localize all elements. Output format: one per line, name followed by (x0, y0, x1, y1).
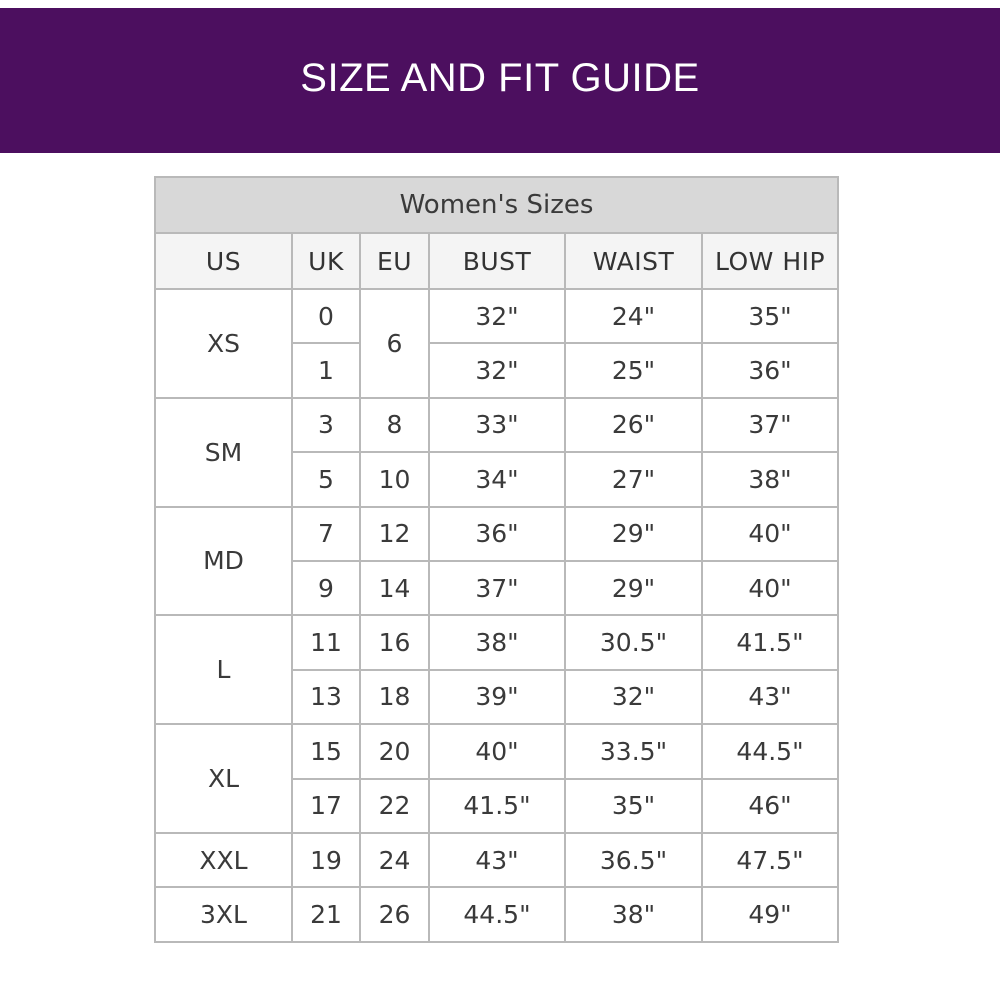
waist-cell: 30.5" (565, 615, 702, 669)
waist-cell: 32" (565, 670, 702, 724)
bust-cell: 32" (429, 343, 565, 397)
eu-size-cell: 18 (360, 670, 429, 724)
uk-size-cell: 7 (292, 507, 360, 561)
uk-size-cell: 5 (292, 452, 360, 506)
page-title: SIZE AND FIT GUIDE (300, 56, 700, 100)
bust-cell: 37" (429, 561, 565, 615)
bust-cell: 39" (429, 670, 565, 724)
bust-cell: 33" (429, 398, 565, 452)
low-hip-cell: 47.5" (702, 833, 838, 887)
low-hip-cell: 36" (702, 343, 838, 397)
bust-cell: 34" (429, 452, 565, 506)
us-size-cell: XS (155, 289, 292, 398)
bust-cell: 36" (429, 507, 565, 561)
uk-size-cell: 3 (292, 398, 360, 452)
eu-size-cell: 26 (360, 887, 429, 941)
table-row (155, 724, 838, 778)
table-row (155, 887, 838, 941)
waist-cell: 26" (565, 398, 702, 452)
column-header-waist: WAIST (565, 233, 702, 289)
low-hip-cell: 40" (702, 561, 838, 615)
eu-size-cell: 8 (360, 398, 429, 452)
us-size-cell: L (155, 615, 292, 724)
waist-cell: 35" (565, 779, 702, 833)
table-caption: Women's Sizes (155, 177, 838, 233)
uk-size-cell: 13 (292, 670, 360, 724)
table-row (155, 289, 838, 343)
waist-cell: 33.5" (565, 724, 702, 778)
column-header-us: US (155, 233, 292, 289)
eu-size-cell: 12 (360, 507, 429, 561)
eu-size-cell: 10 (360, 452, 429, 506)
low-hip-cell: 43" (702, 670, 838, 724)
size-chart-table (154, 176, 839, 943)
column-header-eu: EU (360, 233, 429, 289)
eu-size-cell: 14 (360, 561, 429, 615)
waist-cell: 38" (565, 887, 702, 941)
table-header-row (155, 233, 838, 289)
column-header-bust: BUST (429, 233, 565, 289)
eu-size-cell: 24 (360, 833, 429, 887)
uk-size-cell: 17 (292, 779, 360, 833)
bust-cell: 38" (429, 615, 565, 669)
waist-cell: 29" (565, 507, 702, 561)
eu-size-cell: 16 (360, 615, 429, 669)
waist-cell: 25" (565, 343, 702, 397)
eu-size-cell: 6 (360, 289, 429, 398)
bust-cell: 43" (429, 833, 565, 887)
eu-size-cell: 22 (360, 779, 429, 833)
header-banner (0, 8, 1000, 153)
bust-cell: 44.5" (429, 887, 565, 941)
column-header-uk: UK (292, 233, 360, 289)
bust-cell: 41.5" (429, 779, 565, 833)
table-row (155, 615, 838, 669)
bust-cell: 40" (429, 724, 565, 778)
table-row (155, 833, 838, 887)
waist-cell: 24" (565, 289, 702, 343)
us-size-cell: XL (155, 724, 292, 833)
table-row (155, 398, 838, 452)
low-hip-cell: 41.5" (702, 615, 838, 669)
us-size-cell: SM (155, 398, 292, 507)
uk-size-cell: 21 (292, 887, 360, 941)
low-hip-cell: 46" (702, 779, 838, 833)
us-size-cell: MD (155, 507, 292, 616)
low-hip-cell: 37" (702, 398, 838, 452)
bust-cell: 32" (429, 289, 565, 343)
uk-size-cell: 15 (292, 724, 360, 778)
table-caption-row (155, 177, 838, 233)
uk-size-cell: 0 (292, 289, 360, 343)
uk-size-cell: 9 (292, 561, 360, 615)
uk-size-cell: 11 (292, 615, 360, 669)
low-hip-cell: 40" (702, 507, 838, 561)
uk-size-cell: 19 (292, 833, 360, 887)
waist-cell: 27" (565, 452, 702, 506)
column-header-low-hip: LOW HIP (702, 233, 838, 289)
waist-cell: 36.5" (565, 833, 702, 887)
low-hip-cell: 35" (702, 289, 838, 343)
low-hip-cell: 38" (702, 452, 838, 506)
low-hip-cell: 44.5" (702, 724, 838, 778)
eu-size-cell: 20 (360, 724, 429, 778)
waist-cell: 29" (565, 561, 702, 615)
low-hip-cell: 49" (702, 887, 838, 941)
table-row (155, 507, 838, 561)
uk-size-cell: 1 (292, 343, 360, 397)
us-size-cell: XXL (155, 833, 292, 887)
us-size-cell: 3XL (155, 887, 292, 941)
